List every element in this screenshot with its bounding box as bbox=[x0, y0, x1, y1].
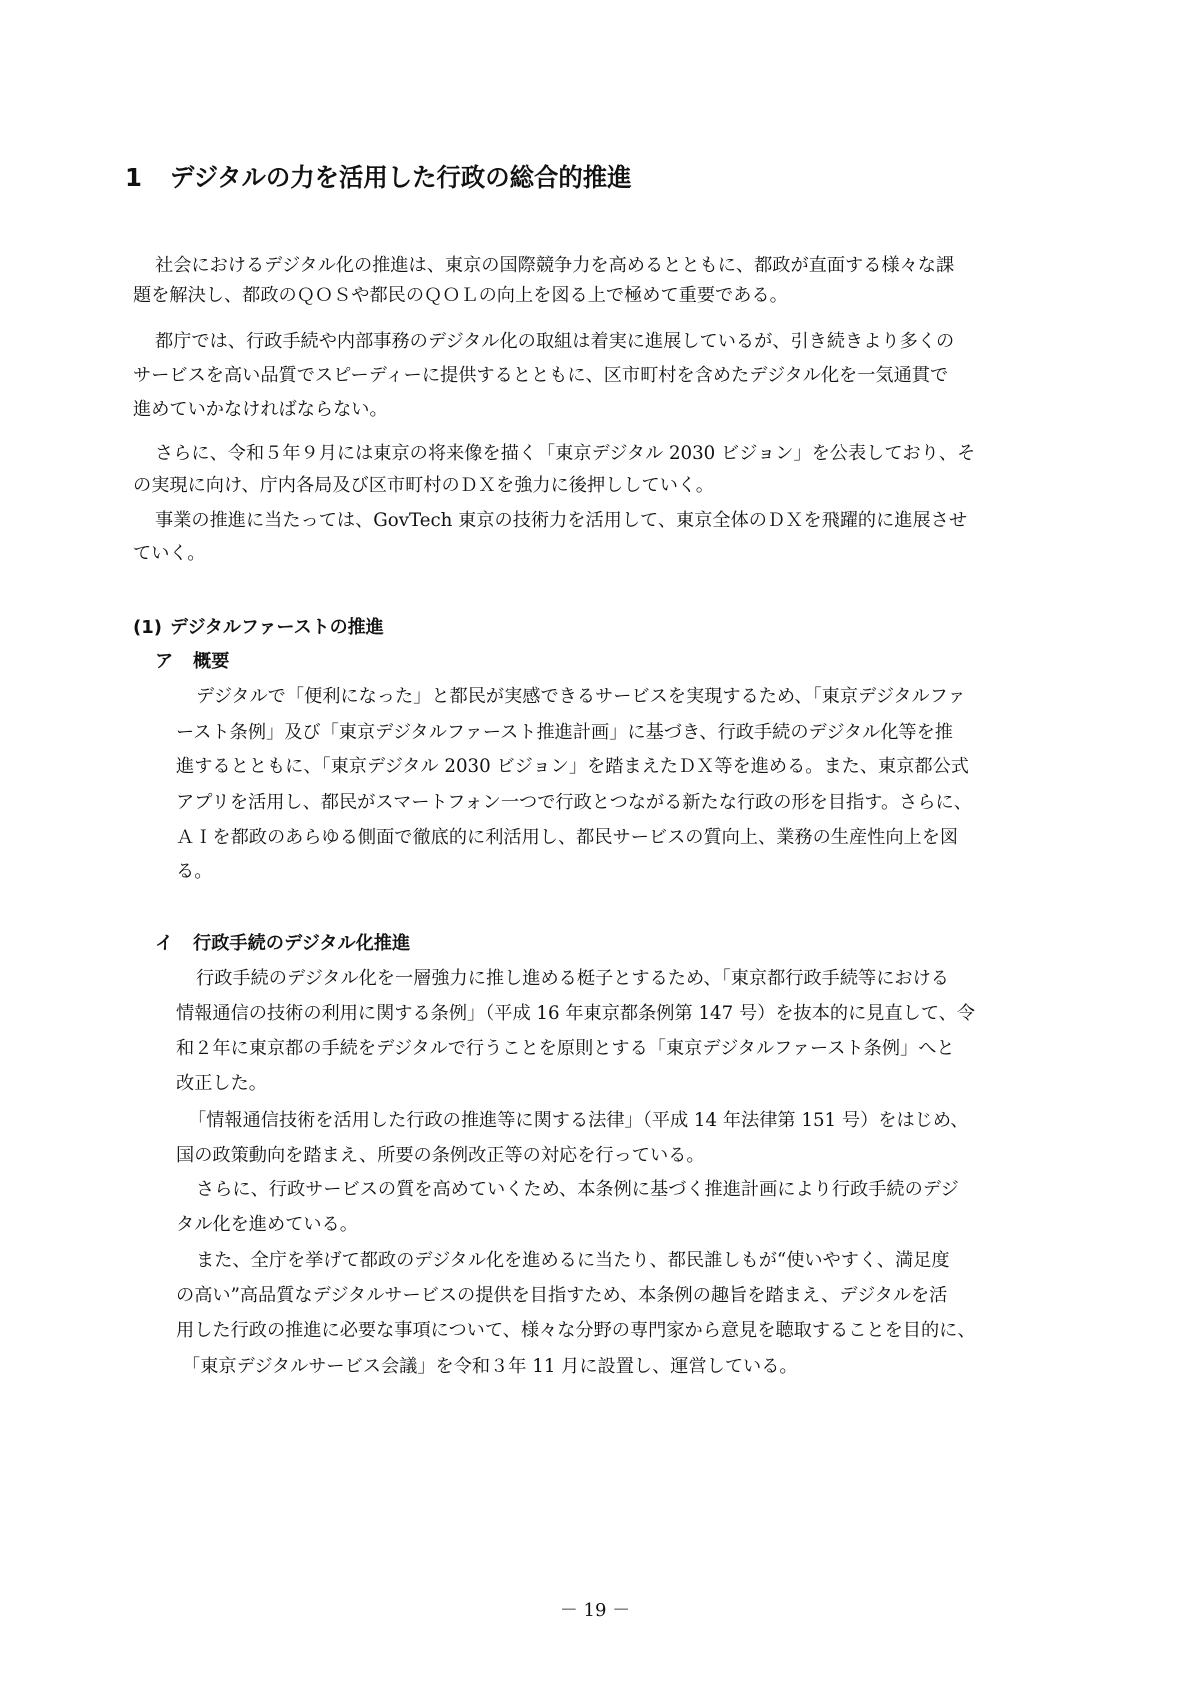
item-i-line: さらに、行政サービスの質を高めていくため、本条例に基づく推進計画により行政手続のデジ bbox=[196, 1179, 959, 1200]
page-number: － 19 － bbox=[559, 1600, 631, 1621]
section-number: 1 bbox=[125, 163, 142, 192]
intro-line: ていく。 bbox=[133, 543, 206, 564]
item-a-line: 進するとともに、「東京デジタル 2030 ビジョン」を踏まえたＤＸ等を進める。また、東京都公式 bbox=[176, 756, 969, 777]
item-i-line: 「東京デジタルサービス会議」を令和３年 11 月に設置し、運営している。 bbox=[182, 1356, 798, 1377]
item-i-heading bbox=[155, 930, 410, 958]
subsection-marker: (1) bbox=[133, 617, 162, 638]
section-heading bbox=[125, 160, 1100, 196]
subsection-title: デジタルファーストの推進 bbox=[169, 617, 384, 638]
item-a-line: ースト条例」及び「東京デジタルファースト推進計画」に基づき、行政手続のデジタル化等を推 bbox=[176, 722, 953, 743]
item-i-line: 和２年に東京都の手続をデジタルで行うことを原則とする「東京デジタルファースト条例」へと bbox=[176, 1038, 955, 1059]
intro-line: 都庁では、行政手続や内部事務のデジタル化の取組は着実に進展しているが、引き続きより多くの bbox=[155, 331, 955, 352]
subsection-heading bbox=[133, 614, 384, 642]
section-title: デジタルの力を活用した行政の総合的推進 bbox=[169, 163, 632, 192]
item-i-line: タル化を進めている。 bbox=[176, 1214, 358, 1235]
intro-line: 題を解決し、都政のＱＯＳや都民のＱＯＬの向上を図る上で極めて重要である。 bbox=[133, 285, 788, 306]
item-a-mark: ア bbox=[155, 651, 174, 672]
item-a-line: アプリを活用し、都民がスマートフォン一つで行政とつながる新たな行政の形を目指す。さらに、 bbox=[176, 792, 972, 813]
item-a-heading bbox=[155, 648, 229, 676]
intro-line: 事業の推進に当たっては、GovTech 東京の技術力を活用して、東京全体のＤＸを飛躍的に進展させ bbox=[155, 510, 968, 531]
intro-line: 社会におけるデジタル化の推進は、東京の国際競争力を高めるとともに、都政が直面する様々な課 bbox=[155, 255, 955, 276]
item-a-line: デジタルで「便利になった」と都民が実感できるサービスを実現するため、「東京デジタルファ bbox=[196, 686, 966, 707]
intro-line: さらに、令和５年９月には東京の将来像を描く「東京デジタル 2030 ビジョン」を公表しており、そ bbox=[155, 443, 976, 464]
item-i-mark: イ bbox=[155, 933, 174, 954]
intro-line: サービスを高い品質でスピーディーに提供するとともに、区市町村を含めたデジタル化を一気通貫で bbox=[133, 365, 949, 386]
item-a-line: ＡＩを都政のあらゆる側面で徹底的に利活用し、都民サービスの質向上、業務の生産性向上を図 bbox=[176, 827, 959, 848]
item-i-line: 改正した。 bbox=[176, 1073, 267, 1094]
item-i-line: 情報通信の技術の利用に関する条例」（平成 16 年東京都条例第 147 号）を抜本的に見直して、令 bbox=[176, 1003, 976, 1024]
item-i-line: 「情報通信技術を活用した行政の推進等に関する法律」（平成 14 年法律第 151 号）をはじめ、 bbox=[188, 1110, 969, 1131]
intro-line: の実現に向け、庁内各局及び区市町村のＤＸを強力に後押ししていく。 bbox=[133, 475, 714, 496]
item-i-line: また、全庁を挙げて都政のデジタル化を進めるに当たり、都民誰しもが“使いやすく、満足度 bbox=[196, 1250, 950, 1271]
item-i-title: 行政手続のデジタル化推進 bbox=[193, 933, 411, 954]
item-a-line: る。 bbox=[176, 861, 213, 882]
item-i-line: 行政手続のデジタル化を一層強力に推し進める梃子とするため、「東京都行政手続等における bbox=[196, 968, 949, 989]
intro-line: 進めていかなければならない。 bbox=[133, 399, 388, 420]
item-i-line: 用した行政の推進に必要な事項について、様々な分野の専門家から意見を聴取することを目的に、 bbox=[176, 1320, 976, 1341]
item-i-line: の高い”高品質なデジタルサービスの提供を目指すため、本条例の趣旨を踏まえ、デジタルを活 bbox=[176, 1285, 948, 1306]
item-a-title: 概要 bbox=[193, 651, 230, 672]
item-i-line: 国の政策動向を踏まえ、所要の条例改正等の対応を行っている。 bbox=[176, 1145, 705, 1166]
